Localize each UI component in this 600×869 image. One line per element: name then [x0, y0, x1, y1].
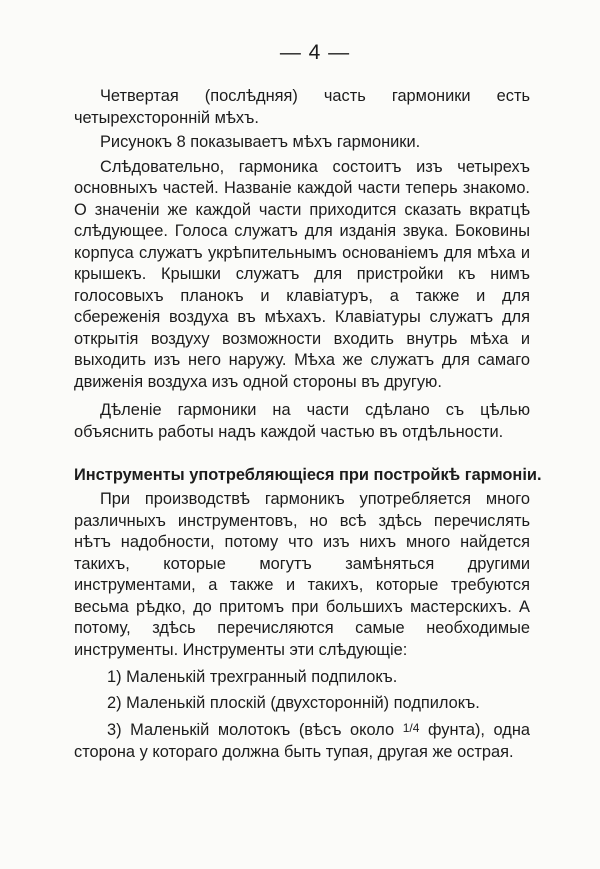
list-item-text: 3) Маленькій молотокъ (вѣсъ около	[107, 721, 403, 739]
list-item: 1) Маленькій трехгранный подпилокъ.	[107, 668, 398, 686]
list-item-text: фунта), одна сторона у котораго должна быть тупая, другая же острая.	[74, 721, 531, 761]
paragraph-instruments-intro: При производствѣ гармоникъ употребляется много различныхъ инструментовъ, но всѣ здѣсь перечислять нѣтъ надобности, потому что изъ нихъ много найдется такихъ, которые могутъ замѣняться другими инструментами, а также и такихъ, которые требуются весьма рѣдко, до притомъ при большихъ мастерскихъ. А потому, здѣсь перечисляются самые необходимые инструменты. Инструменты эти слѣдующіе:	[74, 490, 530, 659]
paragraph-division: Дѣленіе гармоники на части сдѣлано съ цѣлью объяснить работы надъ каждой частью въ отдѣльности.	[74, 401, 530, 441]
page-number: — 4 —	[279, 41, 351, 64]
list-item: 2) Маленькій плоскій (двухсторонній) подпилокъ.	[107, 693, 480, 712]
paragraph-bellows: Четвертая (послѣдняя) часть гармоники есть четырехсторонній мѣхъ.	[74, 87, 530, 127]
section-heading-instruments: Инструменты употребляющіеся при постройкѣ гармоніи.	[74, 466, 542, 484]
book-page	[74, 40, 542, 767]
fraction: 1/4	[402, 721, 420, 735]
paragraph-figure-reference: Рисунокъ 8 показываетъ мѣхъ гармоники.	[100, 133, 421, 151]
paragraph-parts-purpose: Слѣдовательно, гармоника состоитъ изъ четырехъ основныхъ частей. Названіе каждой части теперь знакомо. О значеніи же каждой части приходится сказать вкратцѣ слѣдующее. Голоса служатъ для изданія звука. Боковины корпуса служатъ укрѣпительнымъ основаніемъ для мѣха и крышекъ. Крышки служатъ для пристройки къ нимъ голосовыхъ планокъ и клавіатуръ, а также и для сбереженія воздуха въ мѣхахъ. Клавіатуры служатъ для открытія воздуху возможности входить внутрь мѣха и выходить изъ него наружу. Мѣха же служатъ для самаго движенія воздуха изъ одной стороны въ другую.	[74, 157, 530, 391]
list-item-hammer	[74, 718, 530, 763]
